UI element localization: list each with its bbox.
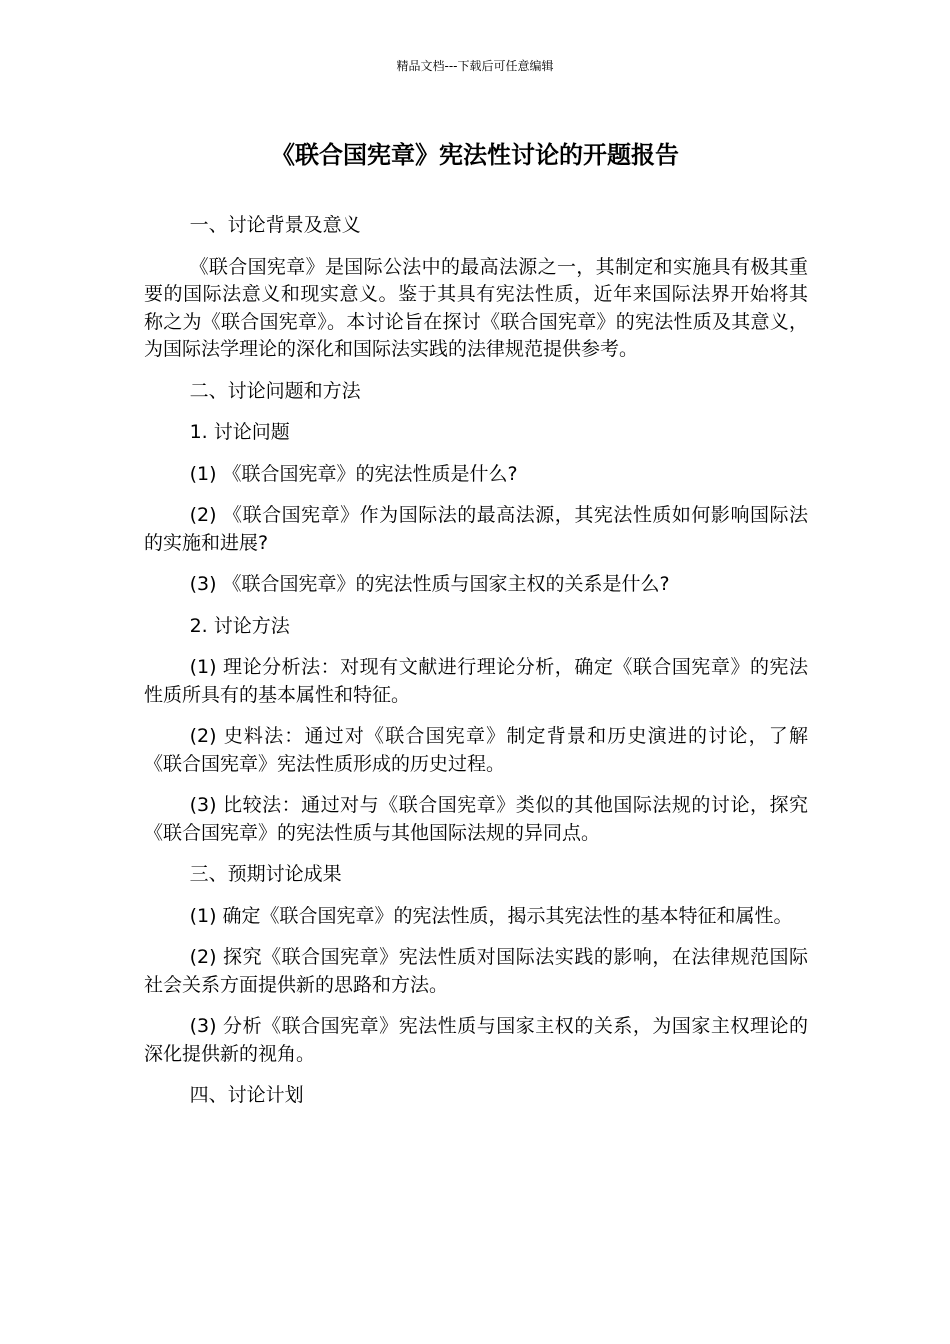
subheading-questions: 1. 讨论问题 bbox=[189, 421, 290, 443]
section-heading-plan: 四、讨论计划 bbox=[189, 1084, 304, 1106]
section-heading-questions-methods: 二、讨论问题和方法 bbox=[189, 379, 361, 402]
document-body bbox=[144, 212, 808, 1124]
subheading-methods: 2. 讨论方法 bbox=[189, 614, 290, 637]
method-item-2: (2) 史料法：通过对《联合国宪章》制定背景和历史演进的讨论，了解《联合国宪章》宪法性质形成的历史过程。 bbox=[144, 725, 808, 775]
document-title: 《联合国宪章》宪法性讨论的开题报告 bbox=[271, 141, 679, 169]
section-heading-expected-results: 三、预期讨论成果 bbox=[189, 863, 342, 885]
question-item-3: (3) 《联合国宪章》的宪法性质与国家主权的关系是什么? bbox=[189, 573, 670, 595]
question-item-1: (1) 《联合国宪章》的宪法性质是什么? bbox=[189, 462, 518, 485]
question-item-2: (2) 《联合国宪章》作为国际法的最高法源，其宪法性质如何影响国际法的实施和进展? bbox=[144, 504, 808, 554]
method-item-1: (1) 理论分析法：对现有文献进行理论分析，确定《联合国宪章》的宪法性质所具有的基本属性和特征。 bbox=[144, 656, 808, 706]
result-item-1: (1) 确定《联合国宪章》的宪法性质，揭示其宪法性的基本特征和属性。 bbox=[189, 904, 793, 927]
result-item-2: (2) 探究《联合国宪章》宪法性质对国际法实践的影响，在法律规范国际社会关系方面提供新的思路和方法。 bbox=[144, 946, 808, 996]
page-header: 精品文档---下载后可任意编辑 bbox=[396, 59, 554, 73]
method-item-3: (3) 比较法：通过对与《联合国宪章》类似的其他国际法规的讨论，探究《联合国宪章》的宪法性质与其他国际法规的异同点。 bbox=[144, 794, 808, 844]
section-heading-background: 一、讨论背景及意义 bbox=[189, 214, 361, 236]
paragraph-background: 《联合国宪章》是国际公法中的最高法源之一，其制定和实施具有极其重要的国际法意义和现实意义。鉴于其具有宪法性质，近年来国际法界开始将其称之为《联合国宪章》。本讨论旨在探讨《联合国宪章》的宪法性质及其意义，为国际法学理论的深化和国际法实践的法律规范提供参考。 bbox=[144, 255, 808, 360]
result-item-3: (3) 分析《联合国宪章》宪法性质与国家主权的关系，为国家主权理论的深化提供新的视角。 bbox=[144, 1015, 808, 1065]
